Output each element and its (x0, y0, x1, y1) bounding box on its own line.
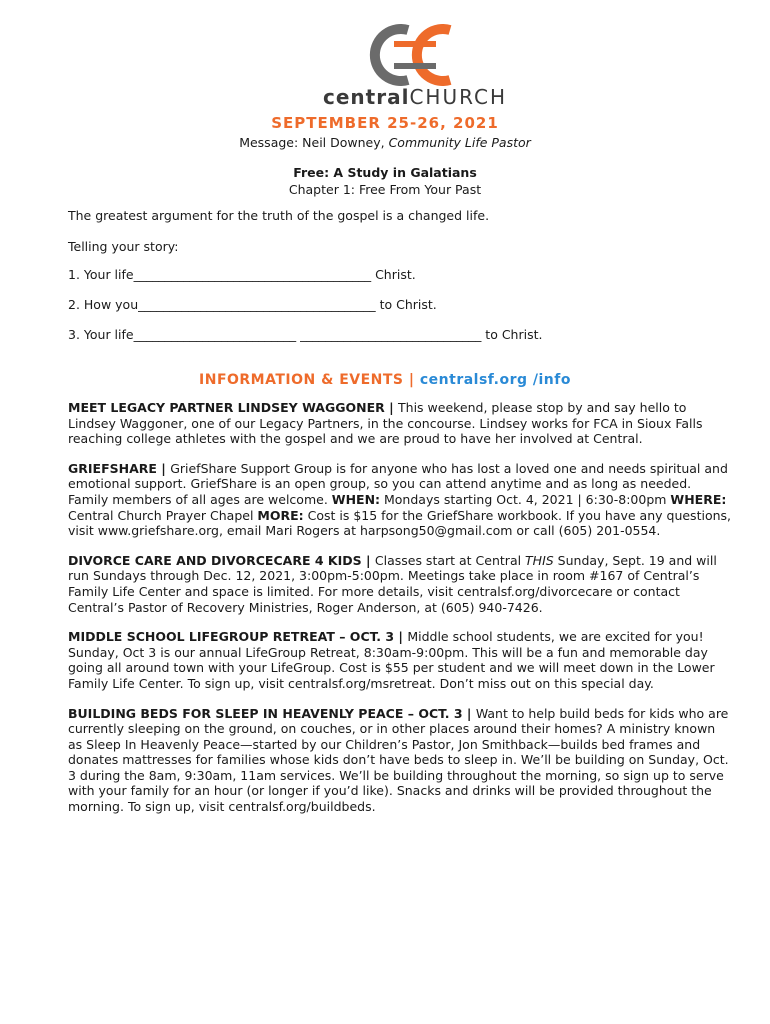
message-line (0, 134, 770, 152)
event-divorce-care (68, 553, 733, 615)
event-title: MIDDLE SCHOOL LIFEGROUP RETREAT – OCT. 3 | (68, 629, 408, 645)
info-events-heading (0, 372, 770, 388)
event-body: Want to help build beds for kids who are currently sleeping on the ground, on couches, or in other places around their homes? A ministry known as Sleep In Heavenly Peace—started by our Children’s Pastor, Jon Smithback—builds bed frames and donates mattresses for families whose kids don’t have beds to sleep in. We’ll be building on Sunday, Oct. 3 during the 8am, 9:30am, 11am services. We’ll be building throughout the morning, so sign up to serve with your family for an hour (or longer if you’d like). Snacks and drinks will be provided throughout the morning. To sign up, visit centralsf.org/buildbeds. (68, 705, 729, 815)
event-title: BUILDING BEDS FOR SLEEP IN HEAVENLY PEACE – OCT. 3 | (68, 705, 476, 721)
church-name (275, 86, 555, 108)
notes-thesis: The greatest argument for the truth of the gospel is a changed life. (68, 208, 490, 223)
when-value: Mondays starting Oct. 4, 2021 | 6:30-8:00pm (380, 491, 671, 507)
sermon-series: Free: A Study in Galatians (293, 165, 477, 180)
more-value: Cost is $15 for the GriefShare workbook. If you have any questions, visit www.griefshare.org, email Mari Rogers at harpsong50@gmail.com or call (605) 201-0554. (68, 507, 732, 539)
event-title: DIVORCE CARE AND DIVORCECARE 4 KIDS | (68, 552, 375, 568)
notes-blank-line-3: 3. Your life__________________________ _____________________________ to Christ. (68, 327, 543, 342)
when-label: WHEN: (331, 491, 381, 507)
notes-blank-line-1: 1. Your life______________________________________ Christ. (68, 267, 416, 282)
event-body: Classes start at Central (374, 552, 526, 568)
event-griefshare (68, 461, 733, 539)
service-date: SEPTEMBER 25-26, 2021 (271, 114, 499, 132)
event-body: GriefShare Support Group is for anyone who has lost a loved one and needs spiritual and emotional support. GriefShare is an open group, so you can attend anytime and as long as needed. Family members of all ages are welcome. (68, 460, 728, 507)
notes-blank-line-2: 2. How you______________________________________ to Christ. (68, 297, 437, 312)
church-name-bold: central (323, 85, 410, 109)
event-title: GRIEFSHARE | (68, 460, 171, 476)
events-list (68, 400, 733, 829)
church-name-light: CHURCH (409, 85, 507, 109)
info-events-title: INFORMATION & EVENTS | (199, 372, 420, 388)
event-legacy-partner (68, 400, 733, 447)
message-speaker: Message: Neil Downey, (239, 135, 389, 150)
where-value: Central Church Prayer Chapel (68, 507, 258, 523)
event-ms-retreat (68, 629, 733, 691)
where-label: WHERE: (670, 491, 727, 507)
event-body-cont: Sunday, Sept. 19 and will run Sundays through Dec. 12, 2021, 3:00pm-5:00pm. Meetings take place in room #167 of Central’s Family Life Center and space is limited. For more details, visit centralsf.org/divorcecare or contact Central’s Pastor of Recovery Ministries, Roger Anderson, at (605) 940-7426. (68, 552, 717, 615)
event-building-beds (68, 706, 733, 815)
event-title: MEET LEGACY PARTNER LINDSEY WAGGONER | (68, 400, 399, 415)
notes-intro: Telling your story: (68, 239, 179, 254)
more-label: MORE: (257, 507, 304, 523)
event-body: This weekend, please stop by and say hello to Lindsey Waggoner, one of our Legacy Partners, in the concourse. Lindsey works for FCA in Sioux Falls reaching college athletes with the gospel and we are proud to have her involved at Central. (68, 400, 703, 447)
sermon-chapter: Chapter 1: Free From Your Past (288, 182, 482, 197)
logo-mark-icon (350, 24, 480, 86)
info-events-link[interactable]: centralsf.org /info (419, 372, 571, 388)
event-body: Middle school students, we are excited for you! Sunday, Oct 3 is our annual LifeGroup Retreat, 8:30am-9:00pm. This will be a fun and memorable day going all around town with your LifeGroup. Cost is $55 per student and we will meet down in the Lower Family Life Center. To sign up, visit centralsf.org/msretreat. Don’t miss out on this special day. (68, 629, 715, 691)
message-role: Community Life Pastor (388, 135, 531, 150)
event-emphasis: THIS (525, 552, 554, 568)
service-header (0, 113, 770, 198)
